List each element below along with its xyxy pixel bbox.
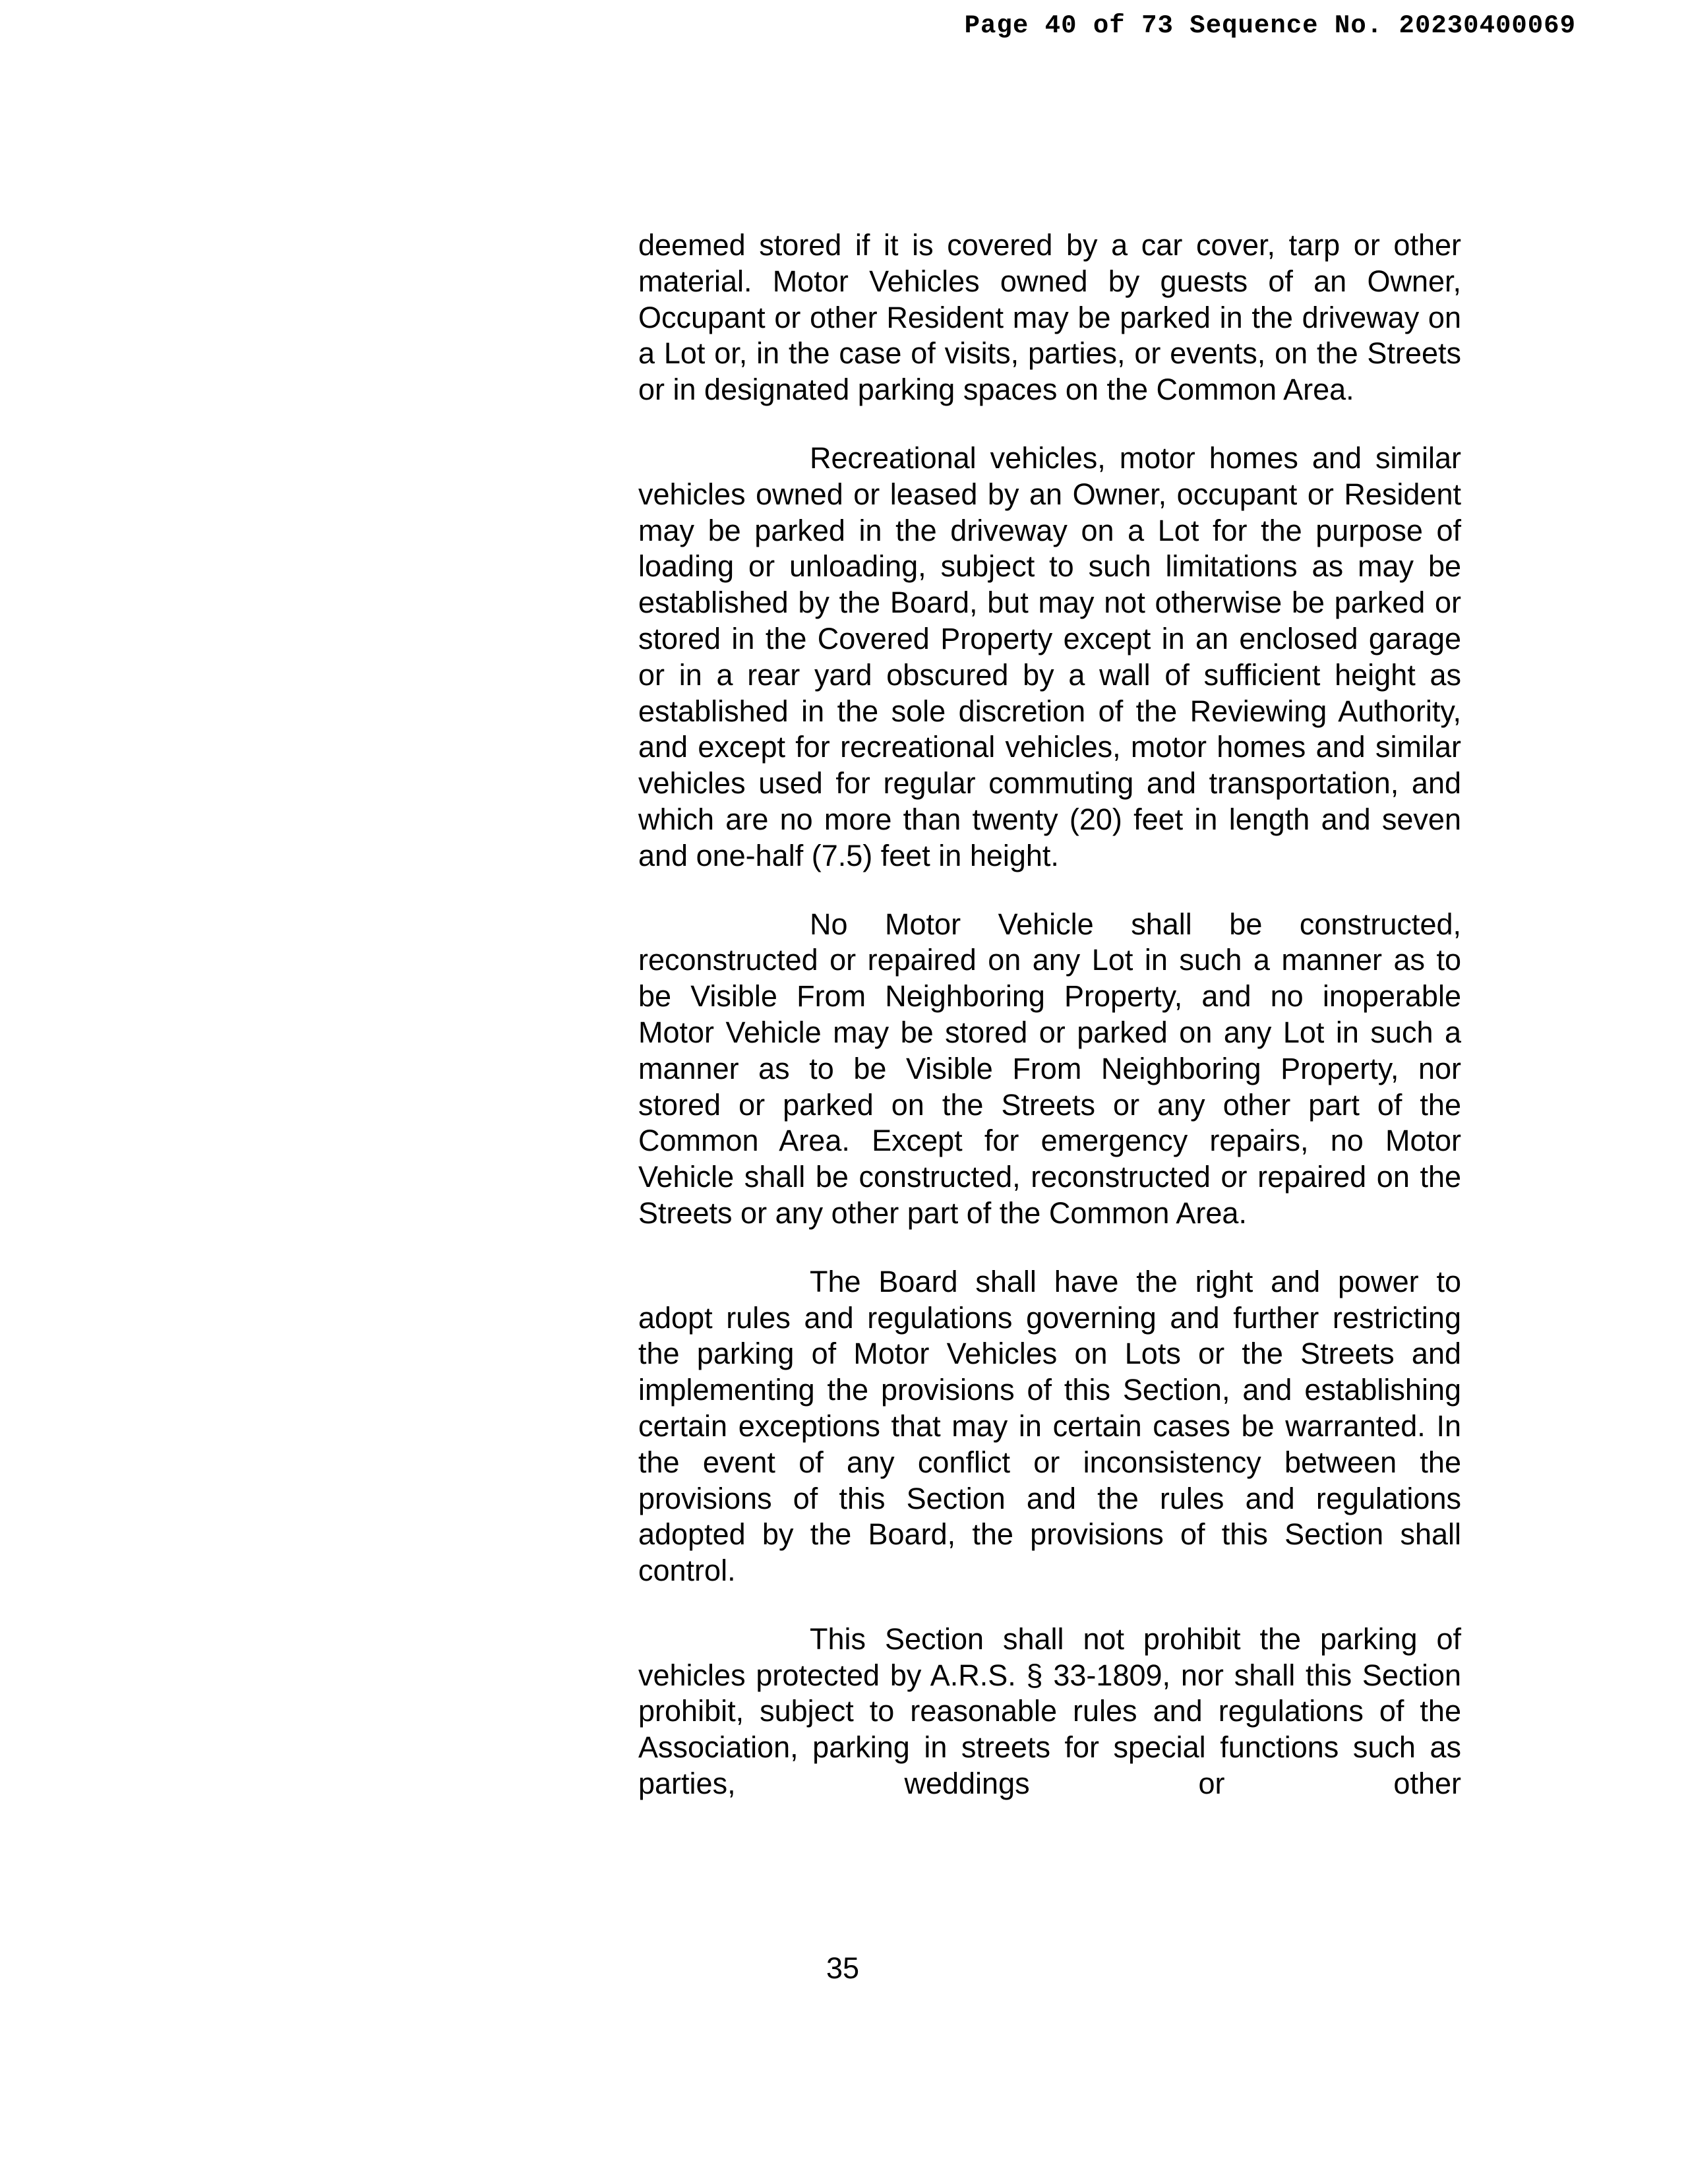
page-sequence-header: Page 40 of 73 Sequence No. 20230400069 bbox=[964, 11, 1576, 40]
paragraph-vehicle-repair: No Motor Vehicle shall be constructed, reconstructed or repaired on any Lot in such a manner as to be Visible From Neighboring Property, and no inoperable Motor Vehicle may be stored or parked on any Lot in such a manner as to be Visible From Neighboring Property, nor stored or parked on the Streets or any other part of the Common Area. Except for emergency repairs, no Motor Vehicle shall be constructed, reconstructed or repaired on the Streets or any other part of the Common Area. bbox=[638, 907, 1461, 1230]
paragraph-section-exceptions: This Section shall not prohibit the parking of vehicles protected by A.R.S. § 33-1809, nor shall this Section prohibit, subject to reasonable rules and regulations of the Association, parking in streets for special functions such as parties, weddings or other bbox=[638, 1622, 1461, 1801]
paragraph-board-rules: The Board shall have the right and power to adopt rules and regulations governing and further restricting the parking of Motor Vehicles on Lots or the Streets and implementing the provisions of this Section, and establishing certain exceptions that may in certain cases be warranted. In the event of any conflict or inconsistency between the provisions of this Section and the rules and regulations adopted by the Board, the provisions of this Section shall control. bbox=[638, 1264, 1461, 1588]
paragraph-recreational-vehicles: Recreational vehicles, motor homes and similar vehicles owned or leased by an Owner, occupant or Resident may be parked in the driveway on a Lot for the purpose of loading or unloading, subject to such limitations as may be established by the Board, but may not otherwise be parked or stored in the Covered Property except in an enclosed garage or in a rear yard obscured by a wall of sufficient height as established in the sole discretion of the Reviewing Authority, and except for recreational vehicles, motor homes and similar vehicles used for regular commuting and transportation, and which are no more than twenty (20) feet in length and seven and one-half (7.5) feet in height. bbox=[638, 440, 1461, 872]
document-body bbox=[638, 228, 1461, 1835]
paragraph-continued: deemed stored if it is covered by a car cover, tarp or other material. Motor Vehicles owned by guests of an Owner, Occupant or other Resident may be parked in the driveway on a Lot or, in the case of visits, parties, or events, on the Streets or in designated parking spaces on the Common Area. bbox=[638, 228, 1461, 407]
page-number: 35 bbox=[826, 1951, 860, 1985]
